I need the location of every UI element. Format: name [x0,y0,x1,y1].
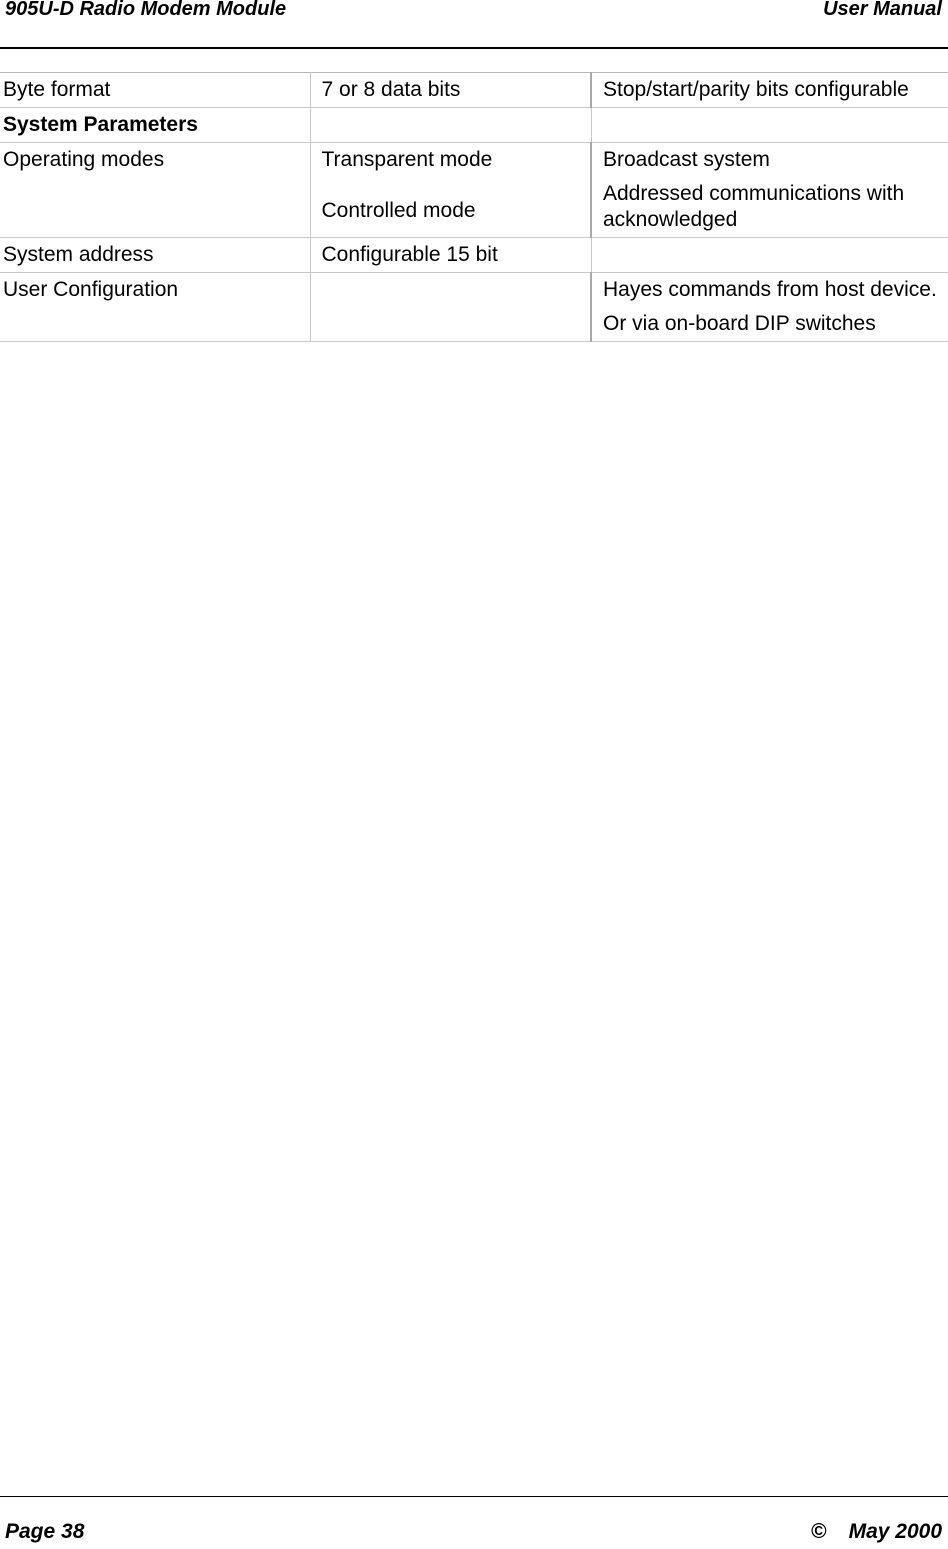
notes-text: Broadcast system [603,148,770,171]
parameter-name-cell: Byte format [0,73,310,108]
notes-text: Addressed communications with acknowledged [603,182,905,231]
copyright-notice [811,1520,942,1544]
empty-cell [591,238,948,273]
copyright-symbol: © [811,1520,827,1543]
parameter-name-cell: Operating modes [0,143,310,238]
value-cell [310,143,591,238]
header-divider [0,47,948,49]
publication-date: May 2000 [848,1520,942,1543]
value-text: Controlled mode [321,199,476,222]
table-row [0,73,948,108]
document-title: 905U-D Radio Modem Module [5,0,287,20]
notes-text: Or via on-board DIP switches [603,312,876,335]
value-cell [310,73,591,108]
value-text: 7 or 8 data bits [321,78,461,101]
notes-cell [591,143,948,238]
parameter-name-cell: System address [0,238,310,273]
table-row [0,143,948,238]
empty-cell [310,108,591,143]
page-footer [0,1490,948,1549]
page-header [0,0,948,50]
notes-cell [591,73,948,108]
table-row [0,273,948,342]
specifications-table [0,72,948,342]
section-heading: System Parameters [0,108,310,143]
page-number: Page 38 [5,1520,85,1543]
footer-divider [0,1496,948,1497]
manual-label: User Manual [823,0,942,20]
empty-cell [591,108,948,143]
notes-text: Hayes commands from host device. [603,278,937,301]
value-text: Transparent mode [321,148,493,171]
parameter-name-cell: User Configuration [0,273,310,342]
empty-cell [310,273,591,342]
value-cell [310,238,591,273]
table-row [0,238,948,273]
section-heading-row [0,108,948,143]
notes-cell [591,273,948,342]
notes-text: Stop/start/parity bits configurable [603,78,909,101]
value-text: Configurable 15 bit [321,243,498,266]
